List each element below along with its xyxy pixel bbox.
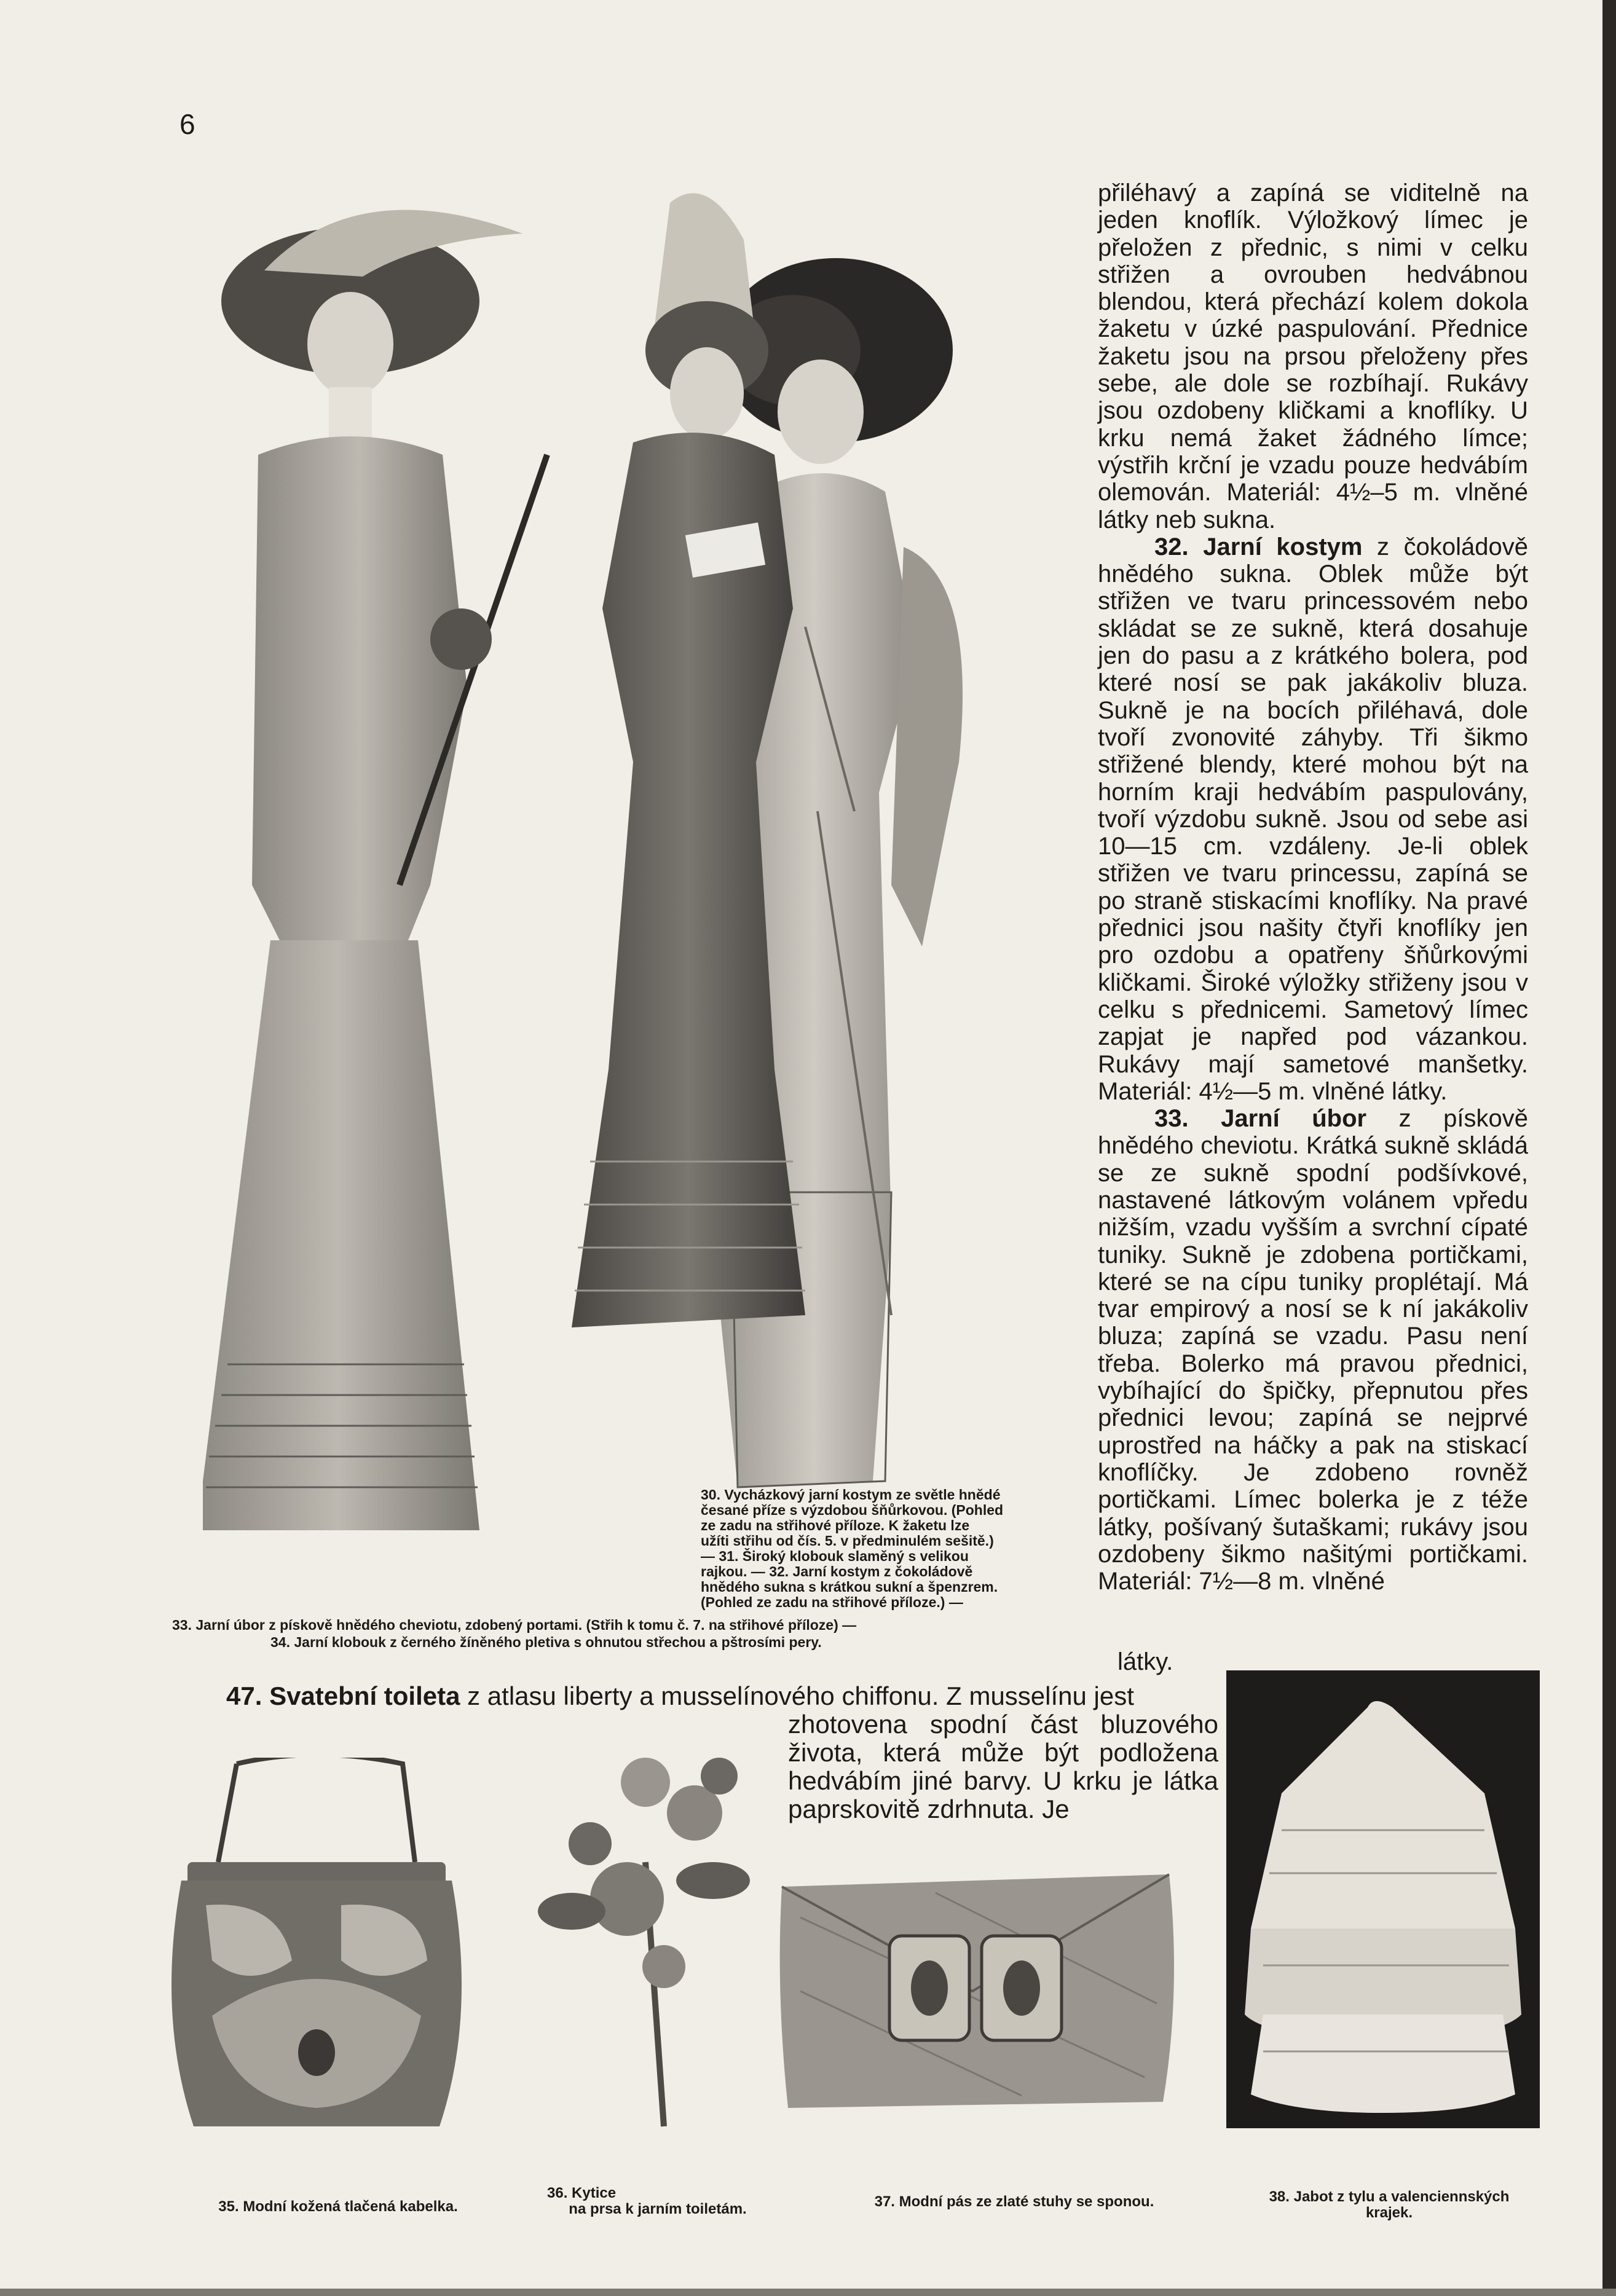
figure-caption-33: 33. Jarní úbor z pískově hnědého cheviotu, zdobený portami. (Střih k tomu č. 7. na střihové příloze) —: [172, 1617, 857, 1633]
section-47-continuation: zhotovena spodní část bluzového života, která může být podložena hedvábím jiné barvy. U krku je látka paprskovitě zdrhnuta. Je: [788, 1710, 1218, 1823]
page-edge-bottom: [0, 2289, 1616, 2296]
caption-36-line1: 36. Kytice: [547, 2185, 617, 2201]
paragraph-32-text: z čokoládově hnědého sukna. Oblek může být střižen ve tvaru princessovém nebo skládat se ze sukně, která dosahuje jen do pasu a z krátkého bolera, pod které nosí se pak jakákoliv bluza. Sukně je na bocích přiléhavá, dole tvoří zvonovité záhyby. Tři šikmo střižené blendy, které mohou být na horním kraji hedvábím paspulovány, tvoří výzdobu sukně. Jsou od sebe asi 10—15 cm. vzdáleny. Je-li oblek střižen ve tvaru princessu, zapíná se po straně stiskacími knoflíky. Na pravé přednici jsou našity čtyři knoflíky jen pro ozdobu a opatřeny šňůrkovými kličkami. Široké výložky střiženy jsou v celku s přednicemi. Sametový límec zapjat je napřed pod vázankou. Rukávy mají sametové manšetky. Materiál: 4½—5 m. vlněné látky.: [1098, 533, 1528, 1105]
caption-38-line2: krajek.: [1365, 2204, 1413, 2221]
paragraph-32-heading: Jarní kostym: [1203, 533, 1363, 560]
flower-bouquet-illustration-36: [504, 1739, 787, 2139]
paragraph-32-number: 32.: [1154, 533, 1189, 560]
caption-line: rajkou. — 32. Jarní kostym z čokoládově: [701, 1563, 973, 1579]
caption-line: užíti střihu od čís. 5. v předminulém sešitě.): [701, 1533, 994, 1549]
caption-38: [1242, 2189, 1537, 2221]
paragraph-31-continuation: přiléhavý a zapíná se viditelně na jeden knoflík. Výložkový límec je přeložen z přednic, s nimi v celku střižen a ovrouben hedvábnou blendou, která přechází kolem dokola žaketu v úzké paspulování. Přednice žaketu jsou na prsou přeloženy přes sebe, ale dole se rozbíhají. Rukávy jsou ozdobeny kličkami a knoflíky. U krku nemá žaket žádného límce; výstřih krční je vzadu pouze hedvábím olemován. Materiál: 4½–5 m. vlněné látky neb sukna.: [1098, 179, 1528, 533]
caption-line: (Pohled ze zadu na střihové příloze.) —: [701, 1594, 963, 1610]
paragraph-33-heading: Jarní úbor: [1221, 1105, 1367, 1133]
section-47-heading: Svatební toileta: [269, 1681, 460, 1710]
caption-36-line2: na prsa k jarním toiletám.: [569, 2201, 747, 2217]
caption-36: [529, 2185, 787, 2217]
caption-line: ze zadu na střihové příloze. K žaketu lze: [701, 1517, 970, 1533]
paragraph-33-last-line: látky.: [1117, 1648, 1173, 1675]
handbag-illustration-35: [144, 1758, 489, 2163]
paragraph-33: [1098, 1105, 1528, 1595]
fashion-illustration-30-34: [203, 147, 1082, 1579]
caption-line: 30. Vycházkový jarní kostym ze světle hnědé: [701, 1487, 1001, 1503]
caption-line: česané příze s výzdobou šňůrkovou. (Pohled: [701, 1502, 1004, 1518]
paragraph-33-text: z pískově hnědého cheviotu. Krátká sukně skládá se ze sukně spodní podšívkové, nastavené látkovým volánem vpředu nižším, vzadu vyšším a svrchní cípaté tuniky. Sukně je zdobena portičkami, které se na cípu tuniky proplétají. Má tvar empirový a nosí se k ní jakákoliv bluza; zapíná se vzadu. Pasu není třeba. Bolerko má pravou přednici, vybíhající do špičky, přepnutou přes přednici levou; zapíná se nejprvé uprostřed na háčky a pak na stiskací knoflíčky. Je zdobeno rovněž portičkami. Límec bolerka je z téže látky, pošívaný šutaškami; rukávy jsou ozdobeny šikmo našitými portičkami. Materiál: 7½—8 m. vlněné: [1098, 1105, 1528, 1595]
caption-35: 35. Modní kožená tlačená kabelka.: [218, 2198, 458, 2215]
caption-line: hnědého sukna s krátkou sukní a špenzrem.: [701, 1579, 998, 1595]
figure-caption-30-32: [701, 1487, 1045, 1610]
lace-jabot-illustration-38: [1226, 1670, 1540, 2128]
gold-ribbon-belt-illustration-37: [776, 1868, 1181, 2114]
section-47-number: 47.: [226, 1681, 262, 1710]
figure-woman-left: [203, 210, 547, 1530]
article-column-right: [1098, 179, 1528, 1595]
figure-caption-34: 34. Jarní klobouk z černého žíněného pletiva s ohnutou střechou a pštrosími pery.: [270, 1634, 822, 1650]
caption-37: 37. Modní pás ze zlaté stuhy se sponou.: [874, 2193, 1154, 2210]
paragraph-32: [1098, 533, 1528, 1105]
section-47-first-text: z atlasu liberty a musselínového chiffonu. Z musselínu jest: [467, 1681, 1134, 1710]
caption-38-line1: 38. Jabot z tylu a valenciennských: [1269, 2188, 1510, 2205]
section-47-first-line: [226, 1682, 1204, 1710]
paragraph-33-number: 33.: [1154, 1105, 1189, 1133]
caption-line: — 31. Široký klobouk slaměný s velikou: [701, 1548, 969, 1564]
page-number: 6: [179, 108, 195, 140]
page-edge-right: [1602, 0, 1616, 2296]
